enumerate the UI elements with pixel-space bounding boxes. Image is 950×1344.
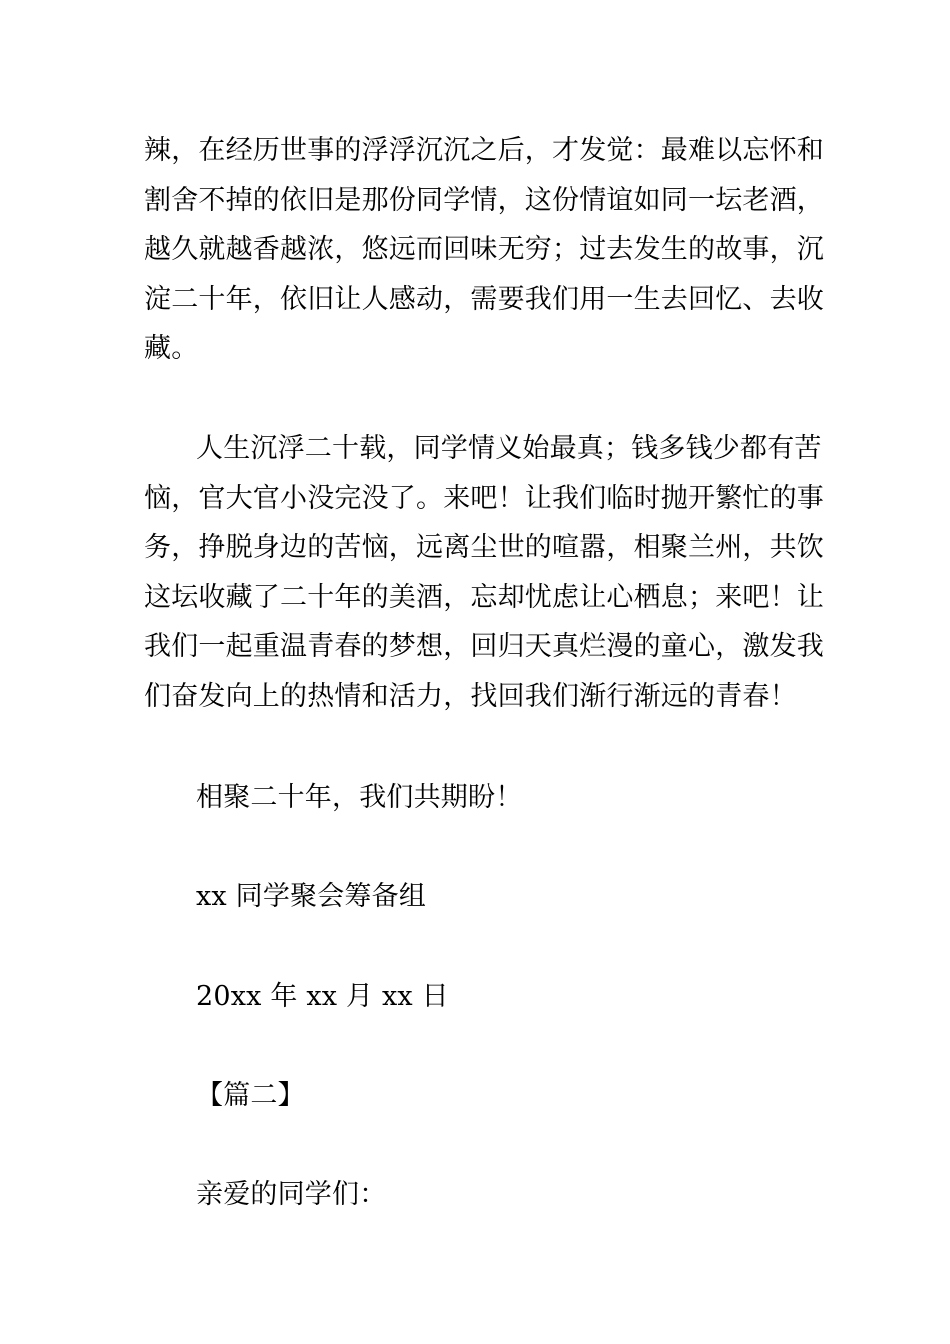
closing-line: 相聚二十年，我们共期盼！ [196, 782, 523, 813]
section-heading: 【篇二】 [196, 1080, 305, 1111]
paragraph-1-line: 淀二十年，依旧让人感动，需要我们用一生去回忆、去收 [144, 283, 824, 315]
paragraph-1 [144, 126, 824, 374]
paragraph-2-line: 恼，官大官小没完没了。来吧！让我们临时抛开繁忙的事 [144, 482, 824, 514]
paragraph-1-line: 辣，在经历世事的浮浮沉沉之后，才发觉：最难以忘怀和 [144, 135, 824, 166]
paragraph-2-line: 我们一起重温青春的梦想，回归天真烂漫的童心，激发我 [144, 631, 824, 662]
paragraph-1-line: 越久就越香越浓，悠远而回味无穷；过去发生的故事，沉 [144, 234, 824, 265]
paragraph-2-line: 们奋发向上的热情和活力，找回我们渐行渐远的青春！ [144, 680, 797, 712]
signature-line: xx 同学聚会筹备组 [196, 881, 427, 912]
date-line: 20xx 年 xx 月 xx 日 [196, 981, 449, 1012]
paragraph-2-line: 人生沉浮二十载，同学情义始最真；钱多钱少都有苦 [196, 433, 822, 464]
paragraph-2 [144, 424, 824, 721]
paragraph-2-line: 这坛收藏了二十年的美酒，忘却忧虑让心栖息；来吧！让 [144, 581, 824, 613]
paragraph-1-line: 割舍不掉的依旧是那份同学情，这份情谊如同一坛老酒， [144, 184, 824, 216]
paragraph-2-line: 务，挣脱身边的苦恼，远离尘世的喧嚣，相聚兰州，共饮 [144, 532, 824, 563]
greeting-line: 亲爱的同学们： [196, 1179, 387, 1210]
paragraph-1-line: 藏。 [144, 333, 199, 364]
